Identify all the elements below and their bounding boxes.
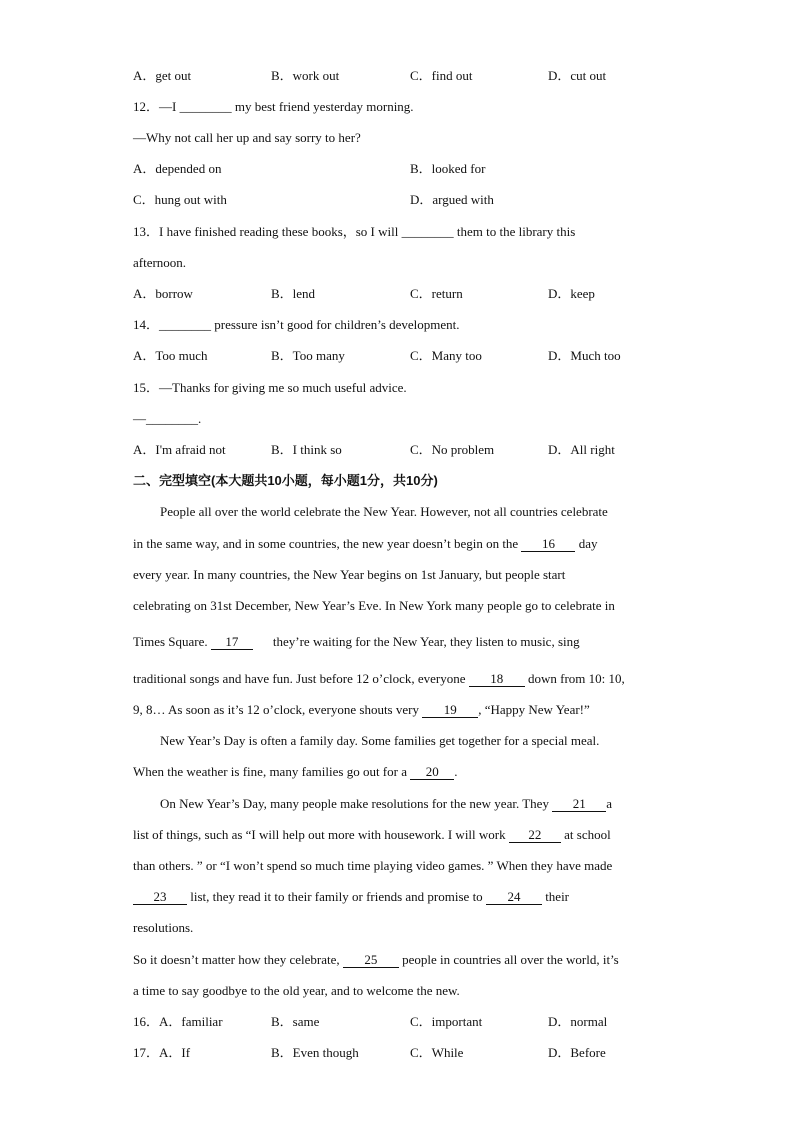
q15-option-d: D．All right (548, 442, 615, 457)
passage-text: list of things, such as “I will help out more with housework. I will work (133, 827, 509, 842)
blank-18: 18 (469, 672, 525, 687)
passage-line-9 (133, 764, 458, 780)
passage-text: So it doesn’t matter how they celebrate, (133, 952, 343, 967)
q13-stem-start: 13．I have finished reading these books，so I will (133, 224, 402, 239)
passage-text: list, they read it to their family or friends and promise to (187, 889, 486, 904)
q14-option-a: A．Too much (133, 348, 208, 363)
section-heading-cloze: 二、完型填空(本大题共10小题，每小题1分，共10分) (133, 473, 438, 488)
q12-stem-end: my best friend yesterday morning. (231, 99, 414, 114)
passage-text: a (606, 796, 612, 811)
passage-text: in the same way, and in some countries, the new year doesn’t begin on the (133, 536, 522, 551)
blank-16: 16 (521, 537, 575, 552)
q13-option-c: C．return (410, 286, 463, 301)
q16-option-c: C．important (410, 1014, 483, 1029)
passage-line-2 (133, 536, 597, 552)
blank-22: 22 (509, 828, 561, 843)
passage-line-12: than others. ” or “I won’t spend so much time playing video games. ” When they have made (133, 858, 613, 873)
passage-line-3: every year. In many countries, the New Year begins on 1st January, but people start (133, 567, 566, 582)
passage-line-5 (133, 634, 580, 650)
q17-option-d: D．Before (548, 1045, 606, 1060)
passage-text: traditional songs and have fun. Just before 12 o’clock, everyone (133, 671, 469, 686)
passage-line-6 (133, 671, 625, 687)
q11-option-b: B．work out (271, 68, 340, 83)
passage-text: at school (560, 827, 611, 842)
q11-option-d: D．cut out (548, 68, 607, 83)
q16-option-b: B．same (271, 1014, 320, 1029)
passage-line-4: celebrating on 31st December, New Year’s Eve. In New York many people go to celebrate in (133, 598, 615, 613)
q14-stem-end: pressure isn’t good for children’s development. (211, 317, 460, 332)
q15-option-a: A．I'm afraid not (133, 442, 226, 457)
blank-17: 17 (211, 635, 253, 650)
q12-option-a: A．depended on (133, 161, 222, 176)
passage-line-7 (133, 702, 590, 718)
q13-option-d: D．keep (548, 286, 595, 301)
blank-21: 21 (552, 797, 606, 812)
q13-option-b: B．lend (271, 286, 316, 301)
q17-option-c: C．While (410, 1045, 464, 1060)
passage-text: day (575, 536, 598, 551)
q12-option-b: B．looked for (410, 161, 486, 176)
passage-line-16: a time to say goodbye to the old year, and to welcome the new. (133, 983, 460, 998)
q13-stem-end: them to the library this (453, 224, 576, 239)
passage-line-14: resolutions. (133, 920, 194, 935)
q14-option-d: D．Much too (548, 348, 621, 363)
q17-option-a: 17．A．If (133, 1045, 191, 1060)
q15-option-c: C．No problem (410, 442, 495, 457)
passage-line-11 (133, 827, 611, 843)
q15-stem: 15．—Thanks for giving me so much useful advice. (133, 380, 407, 395)
q12-option-c: C．hung out with (133, 192, 227, 207)
passage-text: On New Year’s Day, many people make resolutions for the new year. They (160, 796, 553, 811)
q15-reply-dash: — (133, 411, 146, 426)
q14-option-c: C．Many too (410, 348, 482, 363)
q12-reply: —Why not call her up and say sorry to her? (133, 130, 361, 145)
blank-24: 24 (486, 890, 542, 905)
passage-text: they’re waiting for the New Year, they listen to music, sing (272, 634, 580, 649)
passage-line-10 (160, 796, 612, 812)
q12-blank: ________ (179, 99, 232, 114)
blank-20: 20 (410, 765, 454, 780)
passage-text: their (541, 889, 570, 904)
passage-text: Times Square. (133, 634, 211, 649)
q16-option-a: 16．A．familiar (133, 1014, 223, 1029)
q13-stem (133, 224, 575, 240)
passage-line-1: People all over the world celebrate the New Year. However, not all countries celebrate (160, 504, 608, 519)
passage-line-8: New Year’s Day is often a family day. Some families get together for a special meal. (160, 733, 600, 748)
blank-23: 23 (133, 890, 187, 905)
q11-option-c: C．find out (410, 68, 473, 83)
passage-text: , “Happy New Year!” (478, 702, 590, 717)
passage-text: . (454, 764, 458, 779)
q14-stem-start: 14． (133, 317, 160, 332)
q15-reply-end: . (198, 411, 202, 426)
blank-19: 19 (422, 703, 478, 718)
passage-text: down from 10: 10, (524, 671, 625, 686)
passage-text: people in countries all over the world, it’s (398, 952, 619, 967)
passage-line-15 (133, 952, 619, 968)
passage-text: 9, 8… As soon as it’s 12 o’clock, everyone shouts very (133, 702, 423, 717)
q14-blank: ________ (159, 317, 212, 332)
q16-option-d: D．normal (548, 1014, 608, 1029)
q13-blank: ________ (401, 224, 454, 239)
q15-option-b: B．I think so (271, 442, 342, 457)
q12-option-d: D．argued with (410, 192, 494, 207)
q14-stem (133, 317, 460, 333)
q11-option-a: A．get out (133, 68, 192, 83)
blank-25: 25 (343, 953, 399, 968)
q15-blank: ________ (146, 411, 198, 426)
q15-reply (133, 411, 201, 427)
passage-text: When the weather is fine, many families go out for a (133, 764, 411, 779)
passage-line-13 (133, 889, 569, 905)
q13-stem-continued: afternoon. (133, 255, 187, 270)
q12-stem-start: 12．—I (133, 99, 180, 114)
q12-stem (133, 99, 414, 115)
q14-option-b: B．Too many (271, 348, 345, 363)
q13-option-a: A．borrow (133, 286, 193, 301)
q17-option-b: B．Even though (271, 1045, 359, 1060)
